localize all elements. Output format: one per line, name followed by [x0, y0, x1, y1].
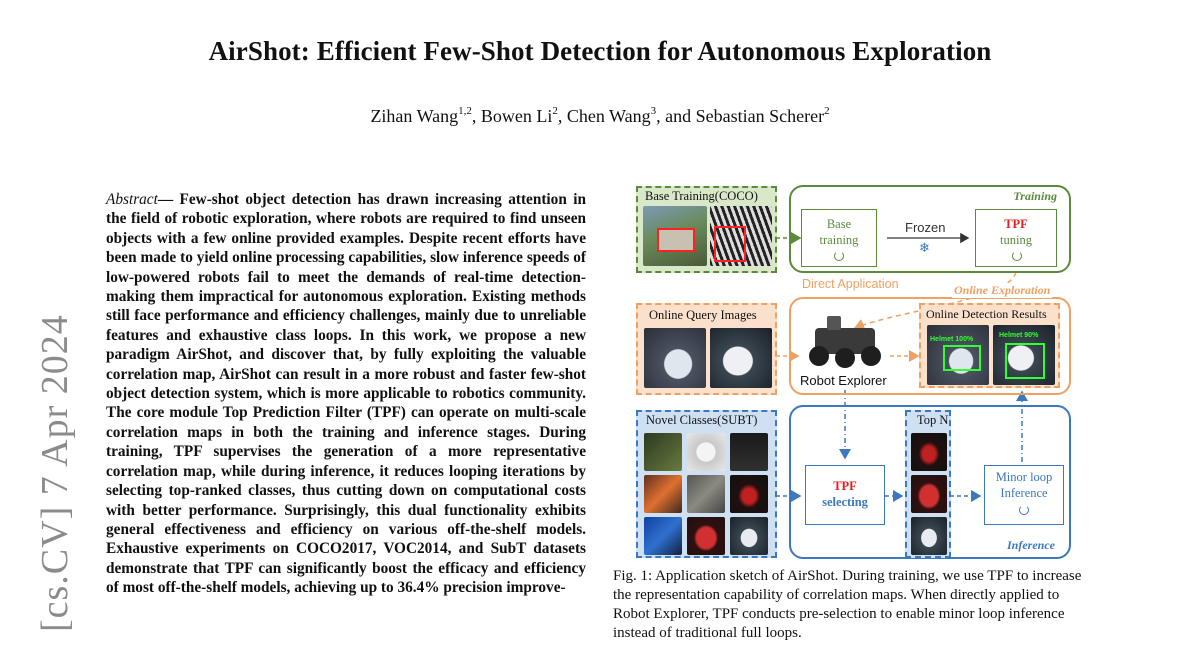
author-separator: , and: [656, 106, 696, 126]
query-image-helmet-2: [710, 328, 772, 388]
arxiv-stamp: [cs.CV] 7 Apr 2024: [34, 314, 76, 632]
author-affiliation: 2: [552, 105, 558, 117]
online-query-images-label: Online Query Images: [649, 308, 757, 322]
online-detection-results-box: [919, 303, 1060, 388]
query-image-helmet-1: [644, 328, 706, 388]
author-name: Bowen Li: [480, 106, 553, 126]
novel-class-5: [687, 475, 725, 513]
novel-class-4: [644, 475, 682, 513]
loop-icon: [1019, 505, 1029, 515]
tpf-selecting-text: selecting: [822, 495, 868, 509]
abstract-label: Abstract: [106, 191, 158, 208]
inference-section-label: Inference: [1007, 538, 1055, 552]
novel-class-1: [644, 433, 682, 471]
online-query-images-box: [636, 303, 777, 395]
minor-loop-inference-text: Minor loop Inference: [995, 470, 1053, 500]
robot-explorer-label: Robot Explorer: [800, 373, 887, 388]
novel-class-9: [730, 517, 768, 555]
loop-icon: [834, 251, 844, 261]
novel-class-8: [687, 517, 725, 555]
frozen-label: Frozen: [905, 220, 946, 235]
detection-label-2: Helmet 90%: [999, 332, 1039, 339]
abstract-text: — Few-shot object detection has drawn increasing attention in the field of robotic exploration, where robots are required to find unseen objects with a few online provided examples. Despite recent efforts have been made to yield online processing capabilities, slow inference speeds of low-powered robots fail to meet the demands of real-time detection-making them impractical for autonomous exploration. Existing methods still face performance and efficiency challenges, mainly due to unreliable features and exhaustive class loops. In this work, we propose a new paradigm AirShot, and discover that, by fully exploiting the valuable correlation map, AirShot can result in a more robust and faster few-shot object detection system, which is more applicable to robotics community. The core module Top Prediction Filter (TPF) can operate on multi-scale correlation maps in both the training and inference stages. During training, TPF supervises the generation of a more representative correlation map, while during inference, it reduces looping iterations by selecting top-ranked classes, thus cutting down on computational costs with better performance. Surprisingly, this dual functionality exhibits general effectiveness and efficiency on various off-the-shelf models. Exhaustive experiments on COCO2017, VOC2014, and SubT datasets demonstrate that TPF can significantly boost the efficacy and efficiency of most off-the-shelf models, achieving up to 36.4% precision improve-: [106, 191, 586, 597]
paper-title: AirShot: Efficient Few-Shot Detection for Autonomous Exploration: [208, 36, 992, 66]
top-n-label: Top N: [917, 413, 949, 427]
novel-class-7: [644, 517, 682, 555]
top-n-image-1: [911, 433, 947, 471]
tpf-tuning-text: tuning: [1000, 233, 1032, 247]
novel-classes-box: [636, 410, 777, 558]
online-exploration-label: Online Exploration: [954, 283, 1051, 297]
robot-explorer-image: [805, 314, 885, 370]
novel-classes-label: Novel Classes(SUBT): [646, 413, 758, 427]
top-n-image-2: [911, 475, 947, 513]
novel-class-3: [730, 433, 768, 471]
top-n-box: [905, 410, 951, 558]
coco-image-zebra: [710, 206, 772, 266]
tpf-selecting-tpf: TPF: [833, 479, 857, 493]
author-separator: ,: [471, 106, 481, 126]
minor-loop-inference-box: [984, 465, 1064, 525]
training-section-label: Training: [1013, 189, 1057, 203]
detection-result-1: [927, 325, 989, 385]
online-detection-results-label: Online Detection Results: [926, 307, 1047, 321]
author-separator: ,: [557, 106, 567, 126]
snowflake-icon: ❄: [919, 240, 930, 255]
author-list: [0, 105, 1200, 127]
base-training-coco-label: Base Training(COCO): [645, 189, 758, 203]
author-name: Zihan Wang: [370, 106, 459, 126]
novel-class-6: [730, 475, 768, 513]
author-affiliation: 3: [650, 105, 657, 117]
detection-label-1: Helmet 100%: [930, 336, 974, 343]
detection-result-2: [993, 325, 1055, 385]
author-affiliation: 2: [824, 105, 830, 117]
base-training-text: Base training: [819, 217, 859, 247]
loop-icon: [1012, 251, 1022, 261]
direct-application-label: Direct Application: [802, 277, 899, 291]
figure-caption: Fig. 1: Application sketch of AirShot. During training, we use TPF to increase the representation capability of correlation maps. When directly applied to Robot Explorer, TPF conducts pre-selection to enable minor loop inference instead of traditional full loops.: [613, 568, 1082, 641]
coco-image-truck: [643, 206, 707, 266]
author-name: Chen Wang: [566, 106, 651, 126]
top-n-image-3: [911, 517, 947, 555]
author-affiliation: 1,2: [458, 105, 472, 117]
author-name: Sebastian Scherer: [695, 106, 825, 126]
abstract: [106, 190, 586, 598]
tpf-tuning-tpf: TPF: [1004, 217, 1028, 231]
base-training-coco-box: [636, 186, 777, 273]
novel-class-2: [687, 433, 725, 471]
tpf-selecting-box: [805, 465, 885, 525]
